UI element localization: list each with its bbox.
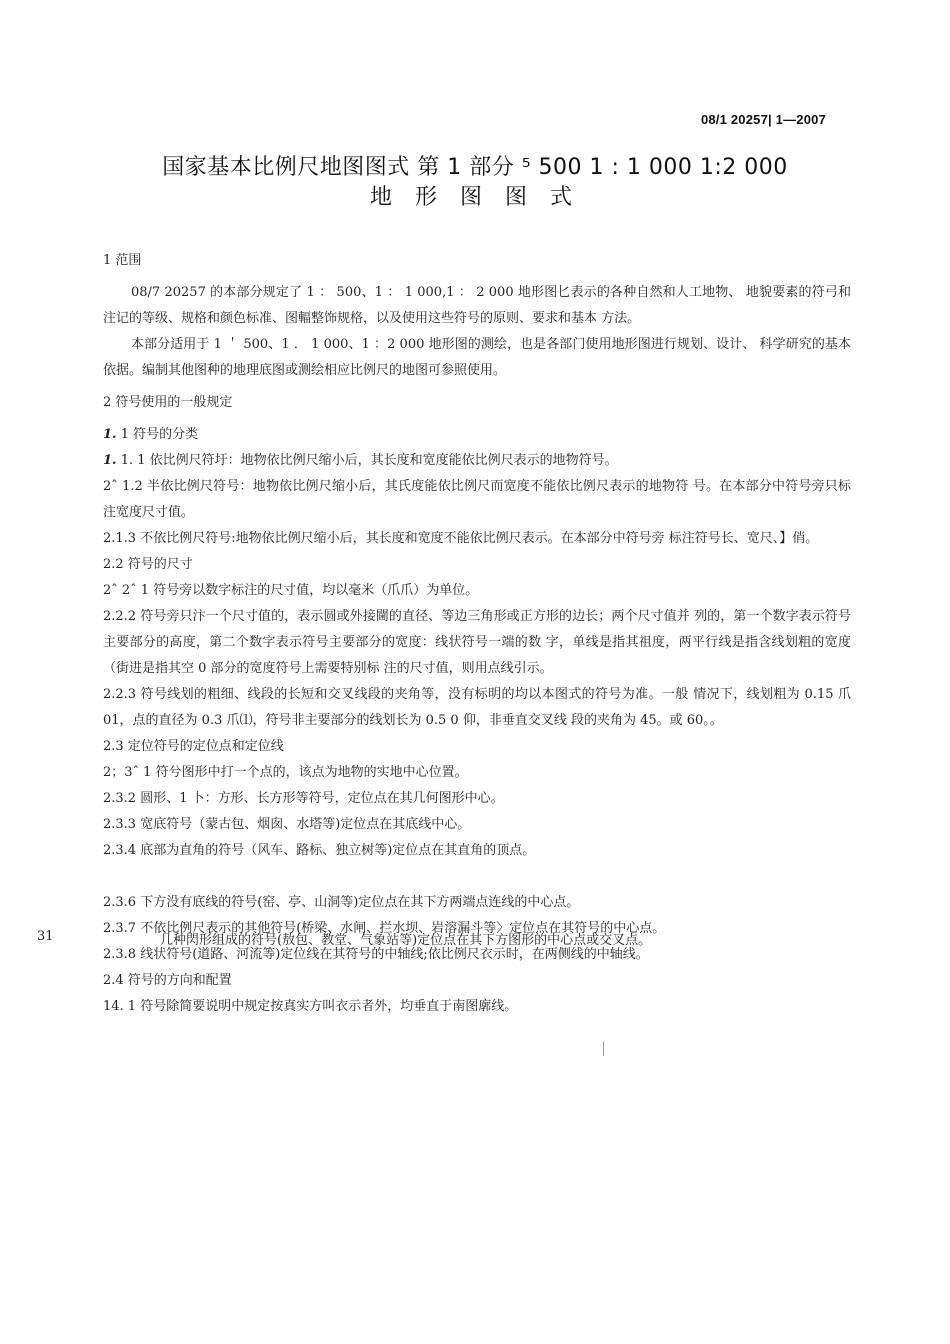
document-body: [103, 248, 851, 1020]
clause-2-3-6: 2.3.6 下方没有底线的符号(窑、亭、山洞等)定位点在其下方两端点连线的中心点。: [103, 895, 580, 910]
clause-2-1-3: 2.1.3 不依比例尺符号:地物依比例尺缩小后，其长度和宽度不能依比例尺表示。在本部分中符号旁 标注符号长、宽尺、】俏。: [103, 531, 819, 546]
clause-2-1-2: 2ˆ 1.2 半依比例尺符号：地物依比例尺缩小后，其氏度能依比例尺而宽度不能依比例尺表示的地物符 号。在本部分中符号旁只标注宽度尺寸值。: [103, 479, 851, 520]
paragraph-scope-2: 本部分适用于 1 ＇ 500、1 ． 1 000、1 ：2 000 地形图的测绘，也是各部门使用地形图进行规划、设计、 科学研究的基本依据。编制其他图种的地理底图或测绘相应比例尺的地图可参照使用。: [103, 337, 851, 378]
clause-2-3-3: 2.3.3 宽底符号（蒙古包、烟囱、水塔等)定位点在其底线中心。: [103, 817, 471, 832]
clause-2-2-3: 2.2.3 符号线划的粗细、线段的长短和交叉线段的夹角等，没有标明的均以本图式的符号为准。一般 情况下，线划粗为 0.15 爪 01，点的直径为 0.3 爪⑴，符号非主要部分的线划长为 0.5 0 仰，非垂直交叉线 段的夹角为 45。或 60。。: [103, 687, 851, 728]
document-title-line1: 国家基本比例尺地图图式 第 1 部分 ⁵ 500 1 : 1 000 1:2 000: [162, 155, 788, 180]
clause-2-3-4: 2.3.4 底部为直角的符号（风车、路标、独立树等)定位点在其直角的顶点。: [103, 843, 536, 858]
paragraph-scope-1: 08/7 20257 的本部分规定了 1 ： 500、1 ： 1 000,1 ： 2 000 地形图匕表示的各种自然和人工地物、 地貌要素的符弓和注记的等级、规格和颜色标准、图輻整饰规格，以及使用这些符号的原则、要求和基本 方法。: [103, 285, 851, 326]
clause-2-1-1-number: 1.: [103, 453, 117, 468]
section-heading-scope: 1 范围: [103, 253, 142, 268]
clause-2-3-1: 2；3ˆ 1 符兮图形中打一个点的，该点为地物的实地中心位置。: [103, 765, 468, 780]
clause-2-1-number: 1.: [103, 427, 117, 442]
clause-2-4-1: 14. 1 符号除简要说明中规定按真实方叫衣示者外，均垂直于南图廓线。: [103, 999, 518, 1014]
clause-2-3-2: 2.3.2 圆形、1 卜：方形、长方形等符号，定位点在其几何图形中心。: [103, 791, 504, 806]
clause-2-1-1-text: 1. 1 依比例尺符圩：地物依比例尺缩小后，其长度和宽度能依比例尺表示的地物符号。: [116, 453, 618, 468]
document-title-line2: 地 形 图 图 式: [370, 185, 580, 210]
clause-2-3: 2.3 定位符号的定位点和定位线: [103, 739, 284, 754]
clause-2-4: 2.4 符号的方向和配置: [103, 973, 232, 988]
clause-2-3-5: 几种閃形组成的符号(敖包、教堂、气象站等)定位点在其下方图形的中心点或交叉点。: [160, 933, 652, 948]
clause-2-3-7: 2.3.7 不依比例尺表示的其他符号(桥梁、水闸、拦水坝、岩溶漏斗等〉定位点在其符号的中心点。: [103, 921, 666, 936]
clause-2-2-2: 2.2.2 符号旁只汴一个尺寸值的，表示圆或外接閫的直径、等边三角形或正方形的边长；两个尺寸值并 列的，第一个数字表示符号主要部分的高度，第二个数字表示符号主要部分的宽度：线状符号一端的数 字，单线是指其祖度，两平行线是指含线划粗的宽度（街进是指其空 0 部分的宽度符号上需要特别标 注的尺寸值，则用点线引示。: [103, 609, 851, 676]
scan-mark-divider: [603, 1042, 604, 1056]
clause-2-3-5-spacer: [103, 864, 851, 890]
clause-2-3-8: 2.3.8 线状符号(道路、河流等)定位线在其符号的中轴线;依比例尺衣示时，在两侧线的中轴线。: [103, 947, 649, 962]
standard-code: 08/1 20257| 1—2007: [700, 112, 826, 127]
section-heading-general-rules: 2 符号使用的一般规定: [103, 395, 233, 410]
margin-page-number: 31: [37, 929, 54, 944]
clause-2-1-text: 1 符号的分类: [116, 427, 199, 442]
clause-2-2-1: 2ˆ 2ˆ 1 符号旁以数字标注的尺寸值，均以毫米（爪爪）为单位。: [103, 583, 479, 598]
clause-2-1-1: [103, 448, 851, 474]
clause-2-2: 2.2 符号的尺寸: [103, 557, 193, 572]
clause-2-1: [103, 422, 851, 448]
